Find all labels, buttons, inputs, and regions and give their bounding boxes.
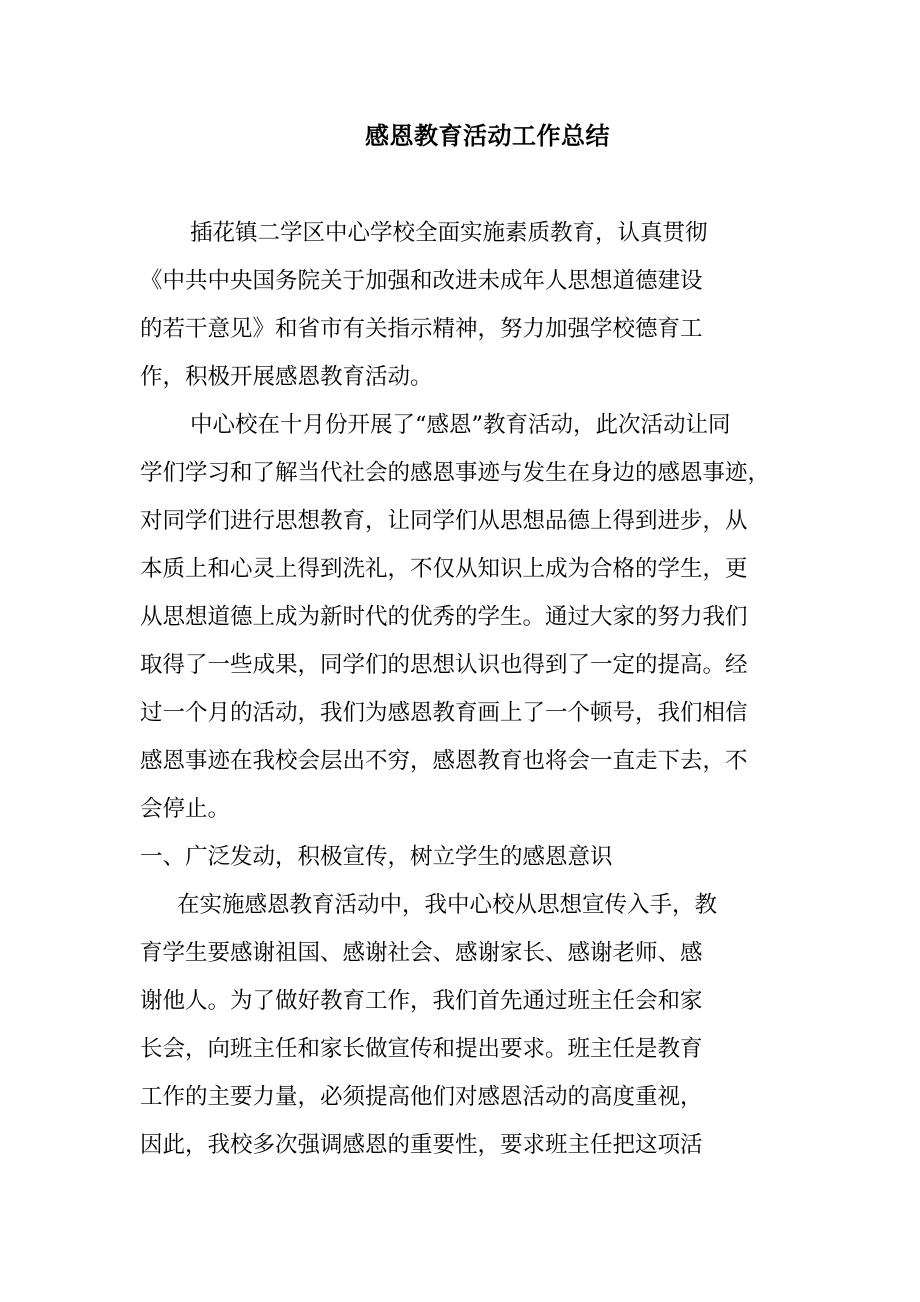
paragraph-line: 因此，我校多次强调感恩的重要性，要求班主任把这项活 — [140, 1132, 703, 1158]
paragraph-line: 《中共中央国务院关于加强和改进未成年人思想道德建设 — [140, 268, 703, 294]
document-title: 感恩教育活动工作总结 — [365, 121, 610, 150]
paragraph-line: 育学生要感谢祖国、感谢社会、感谢家长、感谢老师、感 — [140, 940, 703, 966]
paragraph-line: 的若干意见》和省市有关指示精神，努力加强学校德育工 — [140, 316, 703, 342]
paragraph-line: 取得了一些成果，同学们的思想认识也得到了一定的提高。经 — [140, 652, 748, 678]
paragraph-line: 从思想道德上成为新时代的优秀的学生。通过大家的努力我们 — [140, 604, 748, 630]
paragraph-line: 长会，向班主任和家长做宣传和提出要求。班主任是教育 — [140, 1036, 703, 1062]
paragraph-line: 工作的主要力量，必须提高他们对感恩活动的高度重视， — [140, 1084, 703, 1110]
paragraph-line: 插花镇二学区中心学校全面实施素质教育，认真贯彻 — [190, 220, 708, 246]
paragraph-line: 在实施感恩教育活动中，我中心校从思想宣传入手，教 — [177, 892, 718, 918]
paragraph-line: 过一个月的活动，我们为感恩教育画上了一个顿号，我们相信 — [140, 700, 748, 726]
paragraph-line: 中心校在十月份开展了“感恩”教育活动，此次活动让同 — [190, 412, 731, 438]
paragraph-line: 作，积极开展感恩教育活动。 — [140, 364, 433, 390]
paragraph-line: 谢他人。为了做好教育工作，我们首先通过班主任会和家 — [140, 988, 703, 1014]
section-heading: 一、广泛发动，积极宣传，树立学生的感恩意识 — [140, 844, 613, 870]
paragraph-line: 感恩事迹在我校会层出不穷，感恩教育也将会一直走下去，不 — [140, 748, 748, 774]
paragraph-line: 学们学习和了解当代社会的感恩事迹与发生在身边的感恩事迹， — [140, 460, 771, 486]
paragraph-line: 会停止。 — [140, 796, 231, 822]
paragraph-line: 本质上和心灵上得到洗礼，不仅从知识上成为合格的学生，更 — [140, 556, 748, 582]
paragraph-line: 对同学们进行思想教育，让同学们从思想品德上得到进步，从 — [140, 508, 748, 534]
